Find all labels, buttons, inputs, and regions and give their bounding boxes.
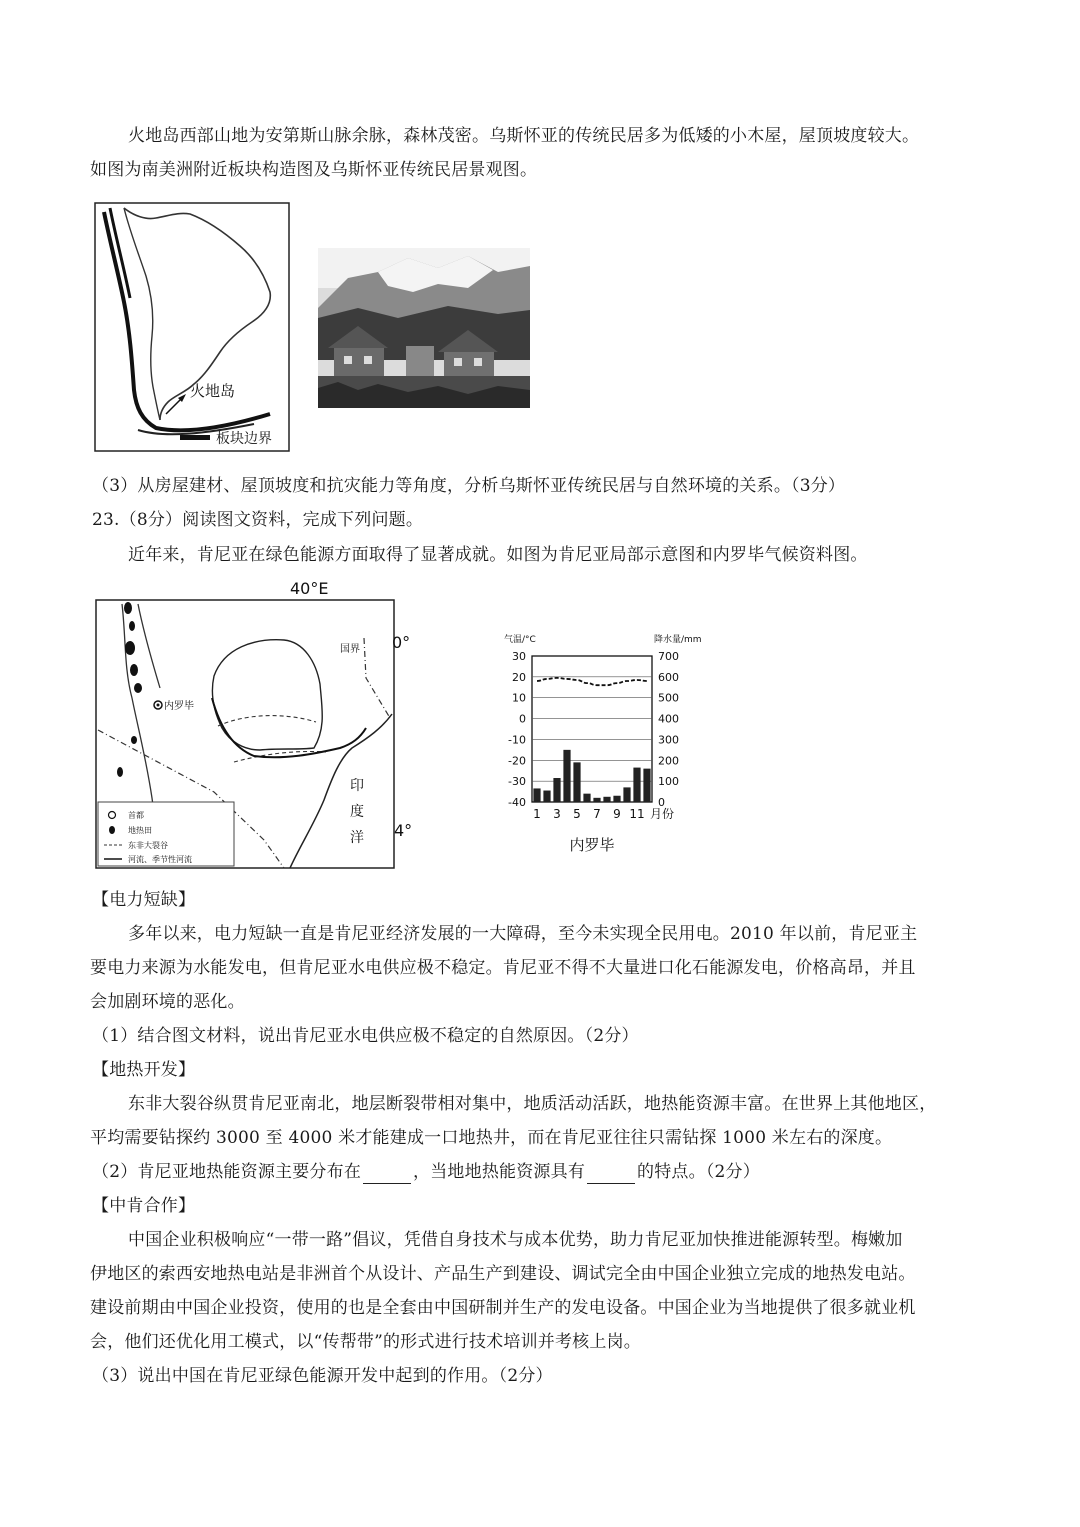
section-coop-heading: 【中肯合作】 — [92, 1196, 196, 1216]
temp-tick-label: -30 — [508, 775, 526, 789]
precip-bar — [603, 797, 610, 802]
question-23-2 — [92, 1160, 760, 1184]
legend-rift: 东非大裂谷 — [128, 841, 168, 850]
question-23-intro: 近年来，肯尼亚在绿色能源方面取得了显著成就。如图为肯尼亚局部示意图和内罗毕气候资料图。 — [128, 545, 868, 565]
precip-bar — [553, 778, 560, 802]
section-geo-line1: 东非大裂谷纵贯肯尼亚南北，地层断裂带相对集中，地质活动活跃，地热能资源丰富。在世界上其他地区， — [128, 1094, 937, 1114]
precip-tick-label: 100 — [658, 775, 679, 789]
precip-bar — [643, 769, 650, 802]
section-geo-heading: 【地热开发】 — [92, 1060, 196, 1080]
precip-tick-label: 700 — [658, 650, 679, 663]
question-22-3: （3）从房屋建材、屋顶坡度和抗灾能力等角度，分析乌斯怀亚传统民居与自然环境的关系。（3分） — [92, 476, 846, 496]
section-power-heading: 【电力短缺】 — [92, 890, 196, 910]
legend-river: 河流、季节性河流 — [128, 855, 192, 864]
lat-bottom-label: 4° — [394, 821, 413, 840]
temp-tick-label: 30 — [512, 650, 526, 663]
temperature-line — [537, 678, 647, 685]
answer-blank-2[interactable] — [587, 1165, 635, 1184]
question-23-1: （1）结合图文材料，说出肯尼亚水电供应极不稳定的自然原因。（2分） — [92, 1026, 639, 1046]
chart-ylabel-left: 气温/°C — [504, 635, 536, 645]
chart-ylabel-right: 降水量/mm — [654, 635, 702, 645]
plate-boundary-legend-label: 板块边界 — [216, 431, 272, 447]
nairobi-climate-chart — [494, 630, 726, 866]
ocean-char-1: 印 — [350, 778, 364, 794]
ocean-char-3: 洋 — [350, 830, 364, 846]
question-23-title: 23.（8分）阅读图文资料，完成下列问题。 — [92, 510, 424, 530]
precip-bar — [593, 798, 600, 802]
section-coop-line1: 中国企业积极响应“一带一路”倡议，凭借自身技术与成本优势，助力肯尼亚加快推进能源转型。梅嫩加 — [128, 1230, 903, 1250]
temp-tick-label: 10 — [512, 691, 526, 705]
answer-blank-1[interactable] — [363, 1165, 411, 1184]
longitude-label: 40°E — [290, 579, 329, 598]
section-coop-line3: 建设前期由中国企业投资，使用的也是全套由中国研制并生产的发电设备。中国企业为当地提供了很多就业机 — [90, 1298, 916, 1318]
precip-bar — [573, 762, 580, 802]
chart-xlabel: 月份 — [650, 807, 675, 821]
ocean-char-2: 度 — [350, 804, 364, 820]
temp-tick-label: -20 — [508, 754, 526, 768]
nairobi-label: 内罗毕 — [164, 701, 194, 712]
legend-geothermal: 地热田 — [128, 826, 152, 835]
temp-tick-label: -40 — [508, 796, 526, 809]
section-power-line3: 会加剧环境的恶化。 — [90, 992, 245, 1012]
precip-bar — [613, 796, 620, 802]
temp-tick-label: 20 — [512, 670, 526, 684]
precip-bar — [533, 788, 540, 802]
question-23-3: （3）说出中国在肯尼亚绿色能源开发中起到的作用。（2分） — [92, 1366, 553, 1386]
question-23-2-part-c: 的特点。（2分） — [637, 1162, 760, 1182]
month-tick-label: 5 — [573, 807, 581, 821]
precip-tick-label: 400 — [658, 712, 679, 726]
question-23-2-part-a: （2）肯尼亚地热能资源主要分布在 — [92, 1162, 362, 1182]
south-america-plate-map — [94, 202, 290, 452]
temp-tick-label: -10 — [508, 733, 526, 747]
month-tick-label: 1 — [533, 807, 541, 821]
section-coop-line4: 会，他们还优化用工模式，以“传帮带”的形式进行技术培训并考核上岗。 — [90, 1332, 641, 1352]
precip-bar — [543, 791, 550, 802]
question-23-2-part-b: ，当地地热能资源具有 — [413, 1162, 586, 1182]
month-tick-label: 3 — [553, 807, 561, 821]
legend-capital: 首都 — [128, 811, 144, 820]
intro-text-line2: 如图为南美洲附近板块构造图及乌斯怀亚传统民居景观图。 — [90, 160, 538, 180]
month-tick-label: 7 — [593, 807, 601, 821]
section-power-line2: 要电力来源为水能发电，但肯尼亚水电供应极不稳定。肯尼亚不得不大量进口化石能源发电，价格高昂，并且 — [90, 958, 916, 978]
plate-boundary-legend-swatch — [180, 435, 210, 440]
precip-tick-label: 200 — [658, 754, 679, 768]
precip-bar — [583, 794, 590, 802]
month-tick-label: 11 — [629, 807, 645, 821]
lat-top-label: 0° — [392, 633, 411, 652]
kenya-map — [94, 578, 424, 872]
section-coop-line2: 伊地区的索西安地热电站是非洲首个从设计、产品生产到建设、调试完全由中国企业独立完成的地热发电站。 — [90, 1264, 916, 1284]
island-label: 火地岛 — [190, 382, 236, 400]
chart-title: 内罗毕 — [569, 836, 615, 854]
intro-text-line1: 火地岛西部山地为安第斯山脉余脉，森林茂密。乌斯怀亚的传统民居多为低矮的小木屋，屋顶坡度较大。 — [128, 126, 920, 146]
precip-bar — [623, 787, 630, 802]
precip-tick-label: 0 — [658, 796, 665, 809]
precip-tick-label: 600 — [658, 670, 679, 684]
precip-bar — [563, 750, 570, 802]
month-tick-label: 9 — [613, 807, 621, 821]
section-geo-line2: 平均需要钻探约 3000 至 4000 米才能建成一口地热井，而在肯尼亚往往只需钻探 1000 米左右的深度。 — [90, 1128, 893, 1148]
ushuaia-houses-photo — [318, 248, 530, 408]
precip-tick-label: 500 — [658, 691, 679, 705]
temp-tick-label: 0 — [519, 712, 526, 726]
precip-tick-label: 300 — [658, 733, 679, 747]
border-label: 国界 — [340, 644, 360, 655]
section-power-line1: 多年以来，电力短缺一直是肯尼亚经济发展的一大障碍，至今未实现全民用电。2010 年以前，肯尼亚主 — [128, 924, 918, 944]
precip-bar — [633, 768, 640, 802]
